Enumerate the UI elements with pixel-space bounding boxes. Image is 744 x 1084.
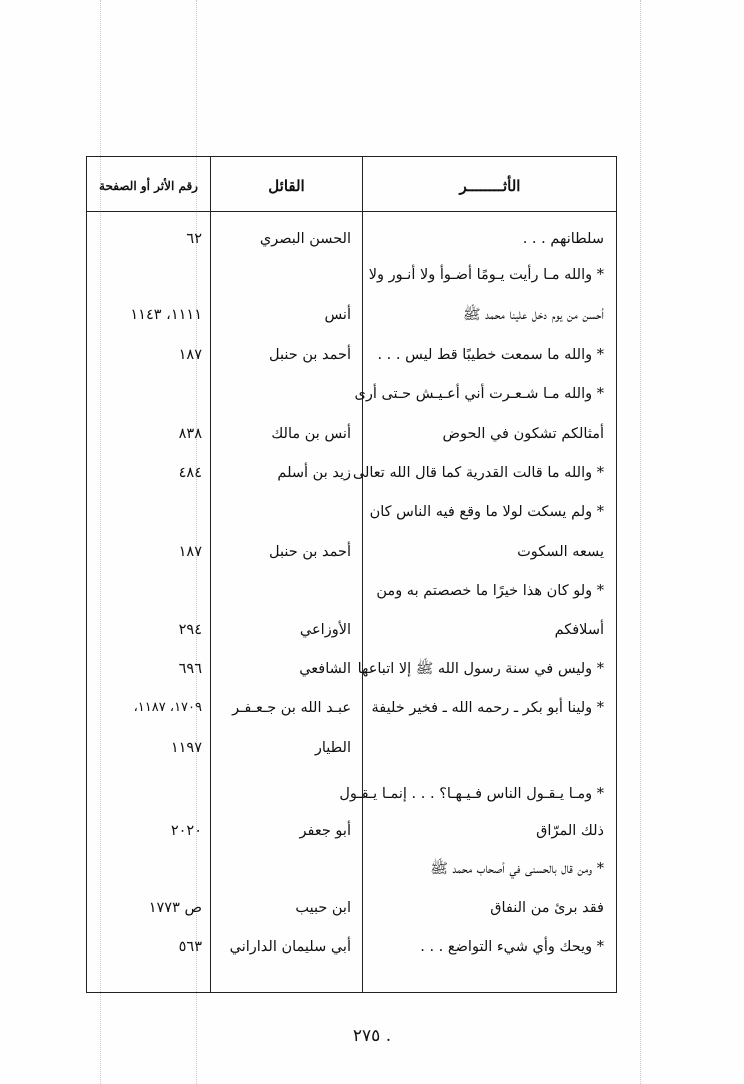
athar-text: * وليس في سنة رسول الله ﷺ إلا اتباعها: [357, 661, 604, 677]
athar-text: سلطانهم . . .: [522, 231, 604, 247]
sayer: الطيار: [314, 740, 351, 756]
sayer: أنس بن مالك: [271, 426, 351, 442]
header-athar-label: الأثــــــــر: [459, 177, 521, 195]
athar-text: يسعه السكوت: [517, 544, 604, 560]
ref-number: ٨٣٨: [178, 426, 202, 442]
athar-text: * ومن قال بالحسنى في أصحاب محمد ﷺ: [430, 861, 604, 877]
ref-number: ١٨٧: [178, 544, 202, 560]
athar-text: أمثالكم تشكون في الحوض: [442, 426, 604, 442]
sayer: الأوزاعي: [299, 622, 351, 638]
athar-text: * ومـا يـقـول الناس فـيـهـا؟ . . . إنمـا يـقـول: [339, 786, 604, 802]
header-ref-label: رقم الأثر أو الصفحة: [99, 179, 198, 193]
athar-text: * ويحك وأي شيء التواضع . . .: [420, 939, 604, 955]
athar-text: * والله مـا شـعـرت أني أعـيـش حـتى أرى: [354, 386, 604, 402]
ref-number: ص ١٧٧٣: [148, 900, 202, 916]
athar-text: ذلك المرّاق: [536, 823, 604, 839]
ref-number: ٥٦٣: [178, 939, 202, 955]
ref-number: ٦٩٦: [178, 661, 202, 677]
sayer: أبي سليمان الداراني: [229, 939, 351, 955]
header-athar: [363, 157, 617, 215]
sayer: عبـد الله بن جـعـفـر: [232, 700, 351, 716]
athar-text: أسلافكم: [554, 622, 604, 638]
ref-number: ٢٠٢٠: [170, 823, 202, 839]
scan-artifact-line: [640, 0, 641, 1084]
sayer: زيد بن أسلم: [277, 465, 351, 481]
page-number: ٢٧٥ .: [352, 1026, 392, 1046]
ref-number: ٤٨٤: [178, 465, 202, 481]
ref-number: ١١١١، ١١٤٣: [130, 307, 202, 323]
header-qaail: [211, 157, 362, 215]
ref-number: ٢٩٤: [178, 622, 202, 638]
sayer: الحسن البصري: [259, 231, 351, 247]
ref-number: ١٨٧: [178, 347, 202, 363]
index-table: [86, 156, 617, 993]
sayer: الشافعي: [299, 661, 351, 677]
column-divider: [362, 157, 363, 992]
sayer: أنس: [324, 307, 351, 323]
header-ref: [87, 157, 210, 215]
athar-text: فقد برئ من النفاق: [490, 900, 604, 916]
sayer: ابن حبيب: [295, 900, 351, 916]
sayer: أحمد بن حنبل: [269, 347, 351, 363]
athar-text: أحسن من يوم دخل علينا محمد ﷺ: [463, 307, 604, 323]
ref-number: ٦٢: [186, 231, 202, 247]
athar-text: * ولم يسكت لولا ما وقع فيه الناس كان: [369, 504, 604, 520]
sayer: أحمد بن حنبل: [269, 544, 351, 560]
ref-number: ١٧٠٩، ١١٨٧،: [133, 700, 202, 715]
ref-number: ١١٩٧: [170, 740, 202, 756]
athar-text: * ولو كان هذا خيرًا ما خصصتم به ومن: [376, 583, 604, 599]
column-divider: [210, 157, 211, 992]
sayer: أبو جعفر: [299, 823, 351, 839]
athar-text: * ولينا أبو بكر ـ رحمه الله ـ فخير خليفة: [371, 700, 604, 716]
athar-text: * والله ما سمعت خطيبًا قط ليس . . .: [377, 347, 604, 363]
athar-text: * والله ما قالت القدرية كما قال الله تعالى: [352, 465, 604, 481]
athar-text: * والله مـا رأيت يـومًا أضـوأ ولا أنـور ولا: [368, 267, 604, 283]
header-qaail-label: القائل: [268, 177, 305, 195]
